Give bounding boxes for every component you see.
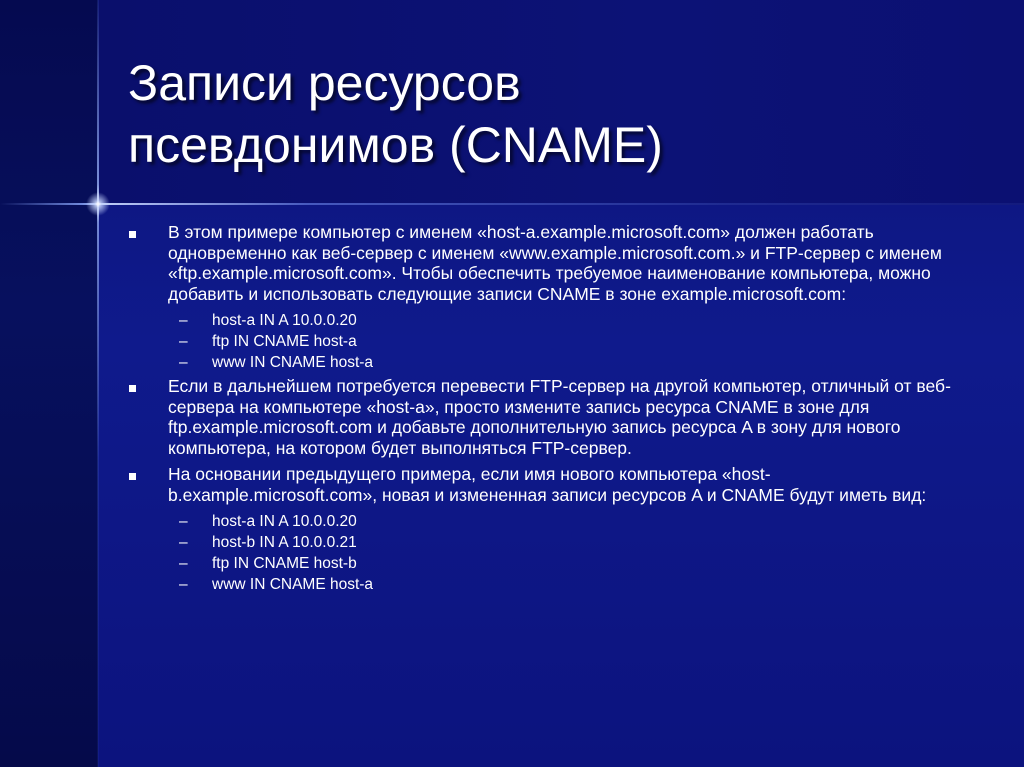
bullet-item-3 — [128, 464, 958, 505]
dash-marker: – — [179, 312, 188, 329]
sub-item-text: www IN CNAME host-a — [212, 354, 374, 371]
background-left-panel — [0, 0, 98, 767]
slide-title — [128, 52, 988, 176]
slide-content — [128, 222, 958, 598]
dash-marker: – — [179, 576, 188, 593]
sub-item — [128, 331, 958, 352]
square-bullet-icon — [129, 231, 136, 238]
sub-item-text: host-b IN A 10.0.0.21 — [212, 534, 357, 551]
dash-marker: – — [179, 333, 188, 350]
dash-marker: – — [179, 534, 188, 551]
bullet-text: В этом примере компьютер с именем «host-a.example.microsoft.com» должен работать одновременно как веб-сервер с именем «www.example.microsoft.com.» и FTP-сервер с именем «ftp.example.microsoft.com». Чтобы обеспечить требуемое наименование компьютера, можно добавить и использовать следующие записи CNAME в зоне example.microsoft.com: — [168, 222, 942, 304]
bullet-item-2 — [128, 376, 958, 458]
sub-item — [128, 310, 958, 331]
bullet-item-1 — [128, 222, 958, 304]
sub-item — [128, 511, 958, 532]
bullet-text: Если в дальнейшем потребуется перевести FTP-сервер на другой компьютер, отличный от веб-сервера на компьютере «host-a», просто измените запись ресурса CNAME в зоне для ftp.example.microsoft.com и добавьте дополнительную запись ресурса A в зону для нового компьютера, на котором будет выполняться FTP-сервер. — [168, 376, 951, 458]
sparkle-star-icon — [86, 192, 110, 216]
dash-marker: – — [179, 354, 188, 371]
sub-list-3 — [128, 511, 958, 595]
sub-item-text: host-a IN A 10.0.0.20 — [212, 513, 357, 530]
bullet-text: На основании предыдущего примера, если имя нового компьютера «host-b.example.microsoft.com», новая и измененная записи ресурсов A и CNAME будут иметь вид: — [168, 464, 927, 505]
sub-item — [128, 574, 958, 595]
sub-item-text: host-a IN A 10.0.0.20 — [212, 312, 357, 329]
square-bullet-icon — [129, 385, 136, 392]
square-bullet-icon — [129, 473, 136, 480]
sub-item-text: www IN CNAME host-a — [212, 576, 374, 593]
sub-item-text: ftp IN CNAME host-a — [212, 333, 357, 350]
vertical-glow-line — [97, 0, 99, 767]
sub-list-1 — [128, 310, 958, 373]
sub-item — [128, 352, 958, 373]
dash-marker: – — [179, 513, 188, 530]
dash-marker: – — [179, 555, 188, 572]
sub-item — [128, 532, 958, 553]
slide-title-line-2: псевдонимов (CNAME) — [128, 117, 663, 173]
sub-item-text: ftp IN CNAME host-b — [212, 555, 357, 572]
horizontal-glow-line — [0, 203, 1024, 205]
sub-item — [128, 553, 958, 574]
slide-title-line-1: Записи ресурсов — [128, 55, 521, 111]
